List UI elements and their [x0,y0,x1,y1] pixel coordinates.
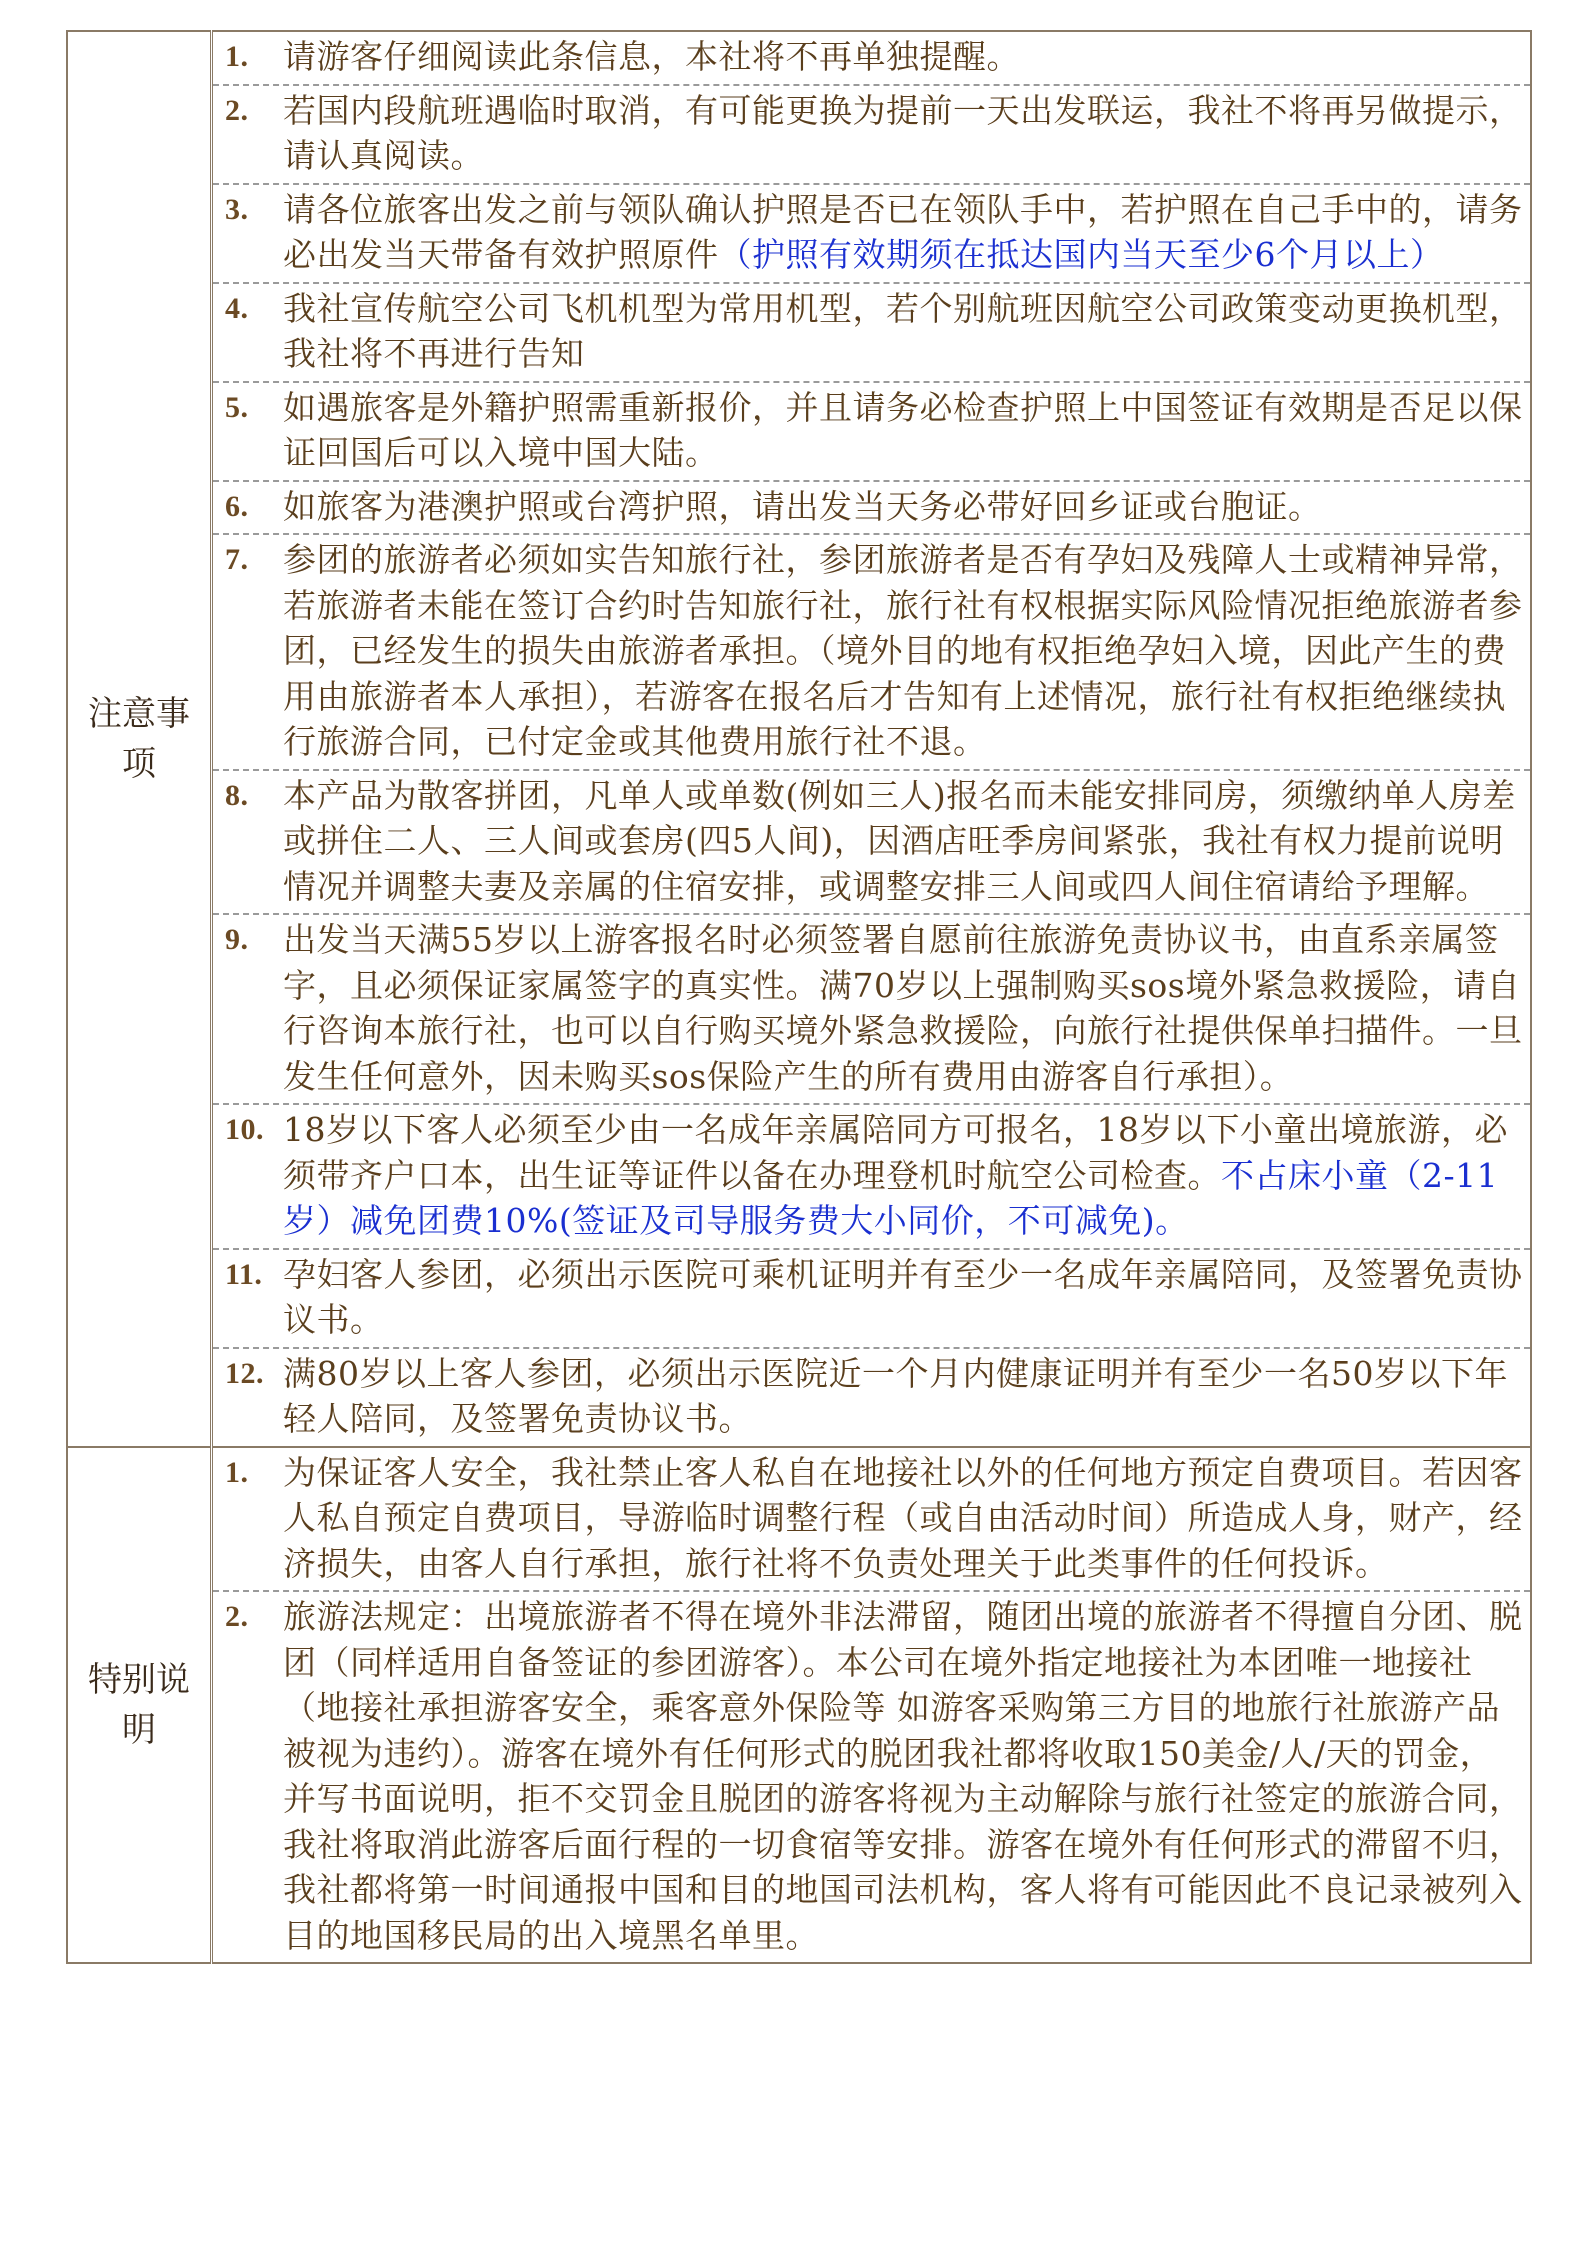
item-text: 18岁以下客人必须至少由一名成年亲属陪同方可报名，18岁以下小童出境旅游，必须带齐户口本，出生证等证件以备在办理登机时航空公司检查。不占床小童（2-11岁）减免团费10%(签证及司导服务费大小同价，不可减免)。 [283,1110,1508,1240]
list-item [213,535,1530,771]
item-text: 参团的旅游者必须如实告知旅行社，参团旅游者是否有孕妇及残障人士或精神异常，若旅游者未能在签订合约时告知旅行社，旅行社有权根据实际风险情况拒绝旅游者参团，已经发生的损失由旅游者承担。（境外目的地有权拒绝孕妇入境，因此产生的费用由旅游者本人承担），若游客在报名后才告知有上述情况，旅行社有权拒绝继续执行旅游合同，已付定金或其他费用旅行社不退。 [283,540,1523,761]
section-row-special [67,1447,1531,1964]
item-text: 我社宣传航空公司飞机机型为常用机型，若个别航班因航空公司政策变动更换机型，我社将不再进行告知 [283,288,1523,373]
list-item [213,185,1530,284]
item-text: 出发当天满55岁以上游客报名时必须签署自愿前往旅游免责协议书，由直系亲属签字，且必须保证家属签字的真实性。满70岁以上强制购买sos境外紧急救援险，请自行咨询本旅行社，也可以自行购买境外紧急救援险，向旅行社提供保单扫描件。一旦发生任何意外，因未购买sos保险产生的所有费用由游客自行承担）。 [283,920,1523,1096]
item-text: 请各位旅客出发之前与领队确认护照是否已在领队手中，若护照在自己手中的，请务必出发当天带备有效护照原件（护照有效期须在抵达国内当天至少6个月以上） [283,189,1523,274]
section-row-notes [67,31,1531,1447]
list-item [213,482,1530,536]
item-text: 如遇旅客是外籍护照需重新报价，并且请务必检查护照上中国签证有效期是否足以保证回国后可以入境中国大陆。 [283,387,1523,472]
item-number: 5. [225,390,249,424]
item-number: 3. [225,192,249,226]
item-number: 2. [225,1600,249,1633]
item-text: 孕妇客人参团，必须出示医院可乘机证明并有至少一名成年亲属陪同，及签署免责协议书。 [283,1254,1523,1339]
item-number: 1. [225,1455,249,1489]
item-number: 1. [225,40,249,73]
list-item [213,1105,1530,1250]
list-item [213,771,1530,916]
item-text: 为保证客人安全，我社禁止客人私自在地接社以外的任何地方预定自费项目。若因客人私自预定自费项目，导游临时调整行程（或自由活动时间）所造成人身，财产，经济损失，由客人自行承担，旅行社将不负责处理关于此类事件的任何投诉。 [283,1452,1523,1583]
list-item [213,1349,1530,1446]
section-items-notes [212,31,1532,1447]
item-number: 7. [225,543,249,576]
item-number: 12. [225,1356,264,1390]
item-text: 若国内段航班遇临时取消，有可能更换为提前一天出发联运，我社不将再另做提示，请认真阅读。 [283,90,1523,175]
list-item [213,284,1530,383]
item-text: 如旅客为港澳护照或台湾护照，请出发当天务必带好回乡证或台胞证。 [283,486,1322,526]
notice-table [66,30,1532,1964]
item-number: 10. [225,1113,264,1146]
list-item [213,1592,1530,1962]
list-item [213,32,1530,86]
section-items-special [212,1447,1532,1964]
section-label-notes: 注意事项 [67,31,212,1447]
item-text: 请游客仔细阅读此条信息，本社将不再单独提醒。 [283,37,1020,76]
list-item [213,1250,1530,1349]
item-number: 4. [225,291,249,325]
item-number: 8. [225,778,249,812]
list-item [213,1448,1530,1593]
highlighted-text: 不占床小童（2-11岁）减免团费10%(签证及司导服务费大小同价，不可减免)。 [283,1155,1499,1240]
item-number: 2. [225,93,249,127]
list-item [213,383,1530,482]
highlighted-text: （护照有效期须在抵达国内当天至少6个月以上） [718,235,1444,274]
item-number: 6. [225,489,249,523]
item-number: 11. [225,1257,263,1291]
section-label-special: 特别说明 [67,1447,212,1964]
list-item [213,86,1530,185]
item-text: 本产品为散客拼团，凡单人或单数(例如三人)报名而未能安排同房，须缴纳单人房差或拼住二人、三人间或套房(四5人间)，因酒店旺季房间紧张，我社有权力提前说明情况并调整夫妻及亲属的住宿安排，或调整安排三人间或四人间住宿请给予理解。 [283,775,1516,906]
item-text: 旅游法规定：出境旅游者不得在境外非法滞留，随团出境的旅游者不得擅自分团、脱团（同样适用自备签证的参团游客）。本公司在境外指定地接社为本团唯一地接社（地接社承担游客安全，乘客意外保险等 如游客采购第三方目的地旅行社旅游产品被视为违约）。游客在境外有任何形式的脱团我社都将收取150美金/人/天的罚金，并写书面说明，拒不交罚金且脱团的游客将视为主动解除与旅行社签定的旅游合同，我社将取消此游客后面行程的一切食宿等安排。游客在境外有任何形式的滞留不归，我社都将第一时间通报中国和目的地国司法机构，客人将有可能因此不良记录被列入目的地国移民局的出入境黑名单里。 [283,1597,1523,1955]
item-text: 满80岁以上客人参团，必须出示医院近一个月内健康证明并有至少一名50岁以下年轻人陪同，及签署免责协议书。 [283,1353,1508,1438]
list-item [213,915,1530,1105]
item-number: 9. [225,923,249,956]
